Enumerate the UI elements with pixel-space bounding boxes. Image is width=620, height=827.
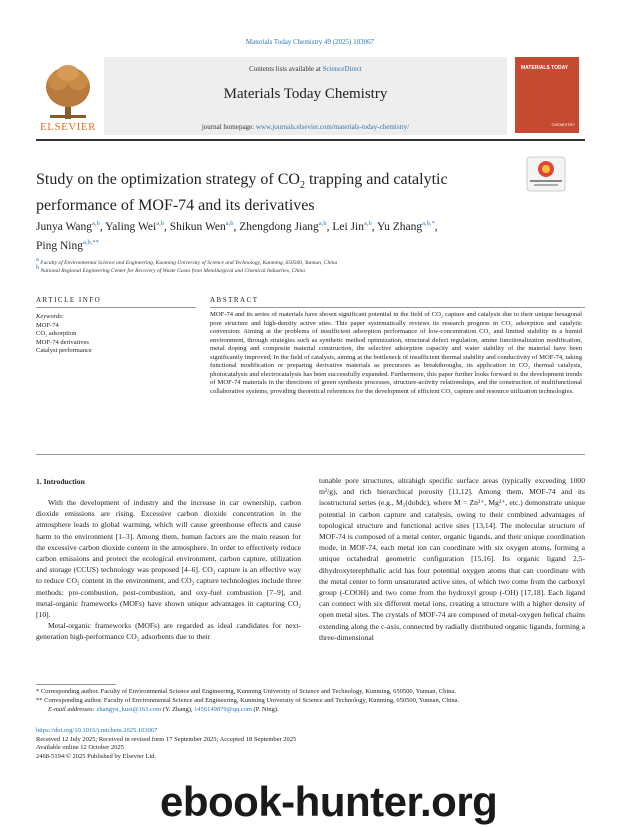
article-title xyxy=(36,170,496,216)
author-affiliation-mark[interactable]: a,b xyxy=(318,220,327,227)
doi-link[interactable]: https://doi.org/10.1016/j.mtchem.2025.103067 xyxy=(36,727,158,734)
journal-cover[interactable] xyxy=(515,57,579,133)
keyword-item: CO₂ adsorption xyxy=(36,330,77,337)
email-owner: (P. Ning). xyxy=(251,706,279,713)
paragraph: With the development of industry and the increase in car ownership, carbon dioxide emissions are rising. Excessive carbon dioxide concentration in the atmosphere leads to global warming, which will cause greenhouse effects and cause harm to the environment [1–3]. Among them, human factors are the main reason for the excessive carbon dioxide content in the atmosphere. In order to effectively reduce carbon emissions and protect the ecological environment, carbon capture, utilization and storage (CCUS) technology was proposed [4–6]. CO₂ capture is an effective way to reduce CO₂ content in the environment, and CO₂ capture technologies include three methods: pre-combustion, post-combustion, and oxy-fuel combustion [7–9], and metal-organic frameworks (MOFs) have shown unique advantages in capturing CO₂ [10]. xyxy=(36,498,301,620)
check-updates-icon xyxy=(526,156,566,192)
author-name[interactable]: Zhengdong Jiang xyxy=(239,220,319,233)
email-label: E-mail addresses: xyxy=(48,706,97,713)
author-separator: , xyxy=(163,220,170,233)
affiliation-b xyxy=(36,264,576,274)
author-name[interactable]: Yaling Wei xyxy=(105,220,157,233)
author-name[interactable]: Junya Wang xyxy=(36,220,93,233)
journal-reference[interactable]: Materials Today Chemistry 49 (2025) 103067 xyxy=(245,38,375,46)
received-dates: Received 12 July 2025; Received in revised form 17 September 2025; Accepted 18 September 2025 xyxy=(36,735,297,743)
author-name[interactable]: Shikun Wen xyxy=(169,220,226,233)
author-affiliation-mark[interactable]: a,b,** xyxy=(82,238,99,246)
homepage-link[interactable]: www.journals.elsevier.com/materials-today-chemistry/ xyxy=(255,123,410,131)
contents-prefix: Contents lists available at xyxy=(249,65,323,73)
author-separator: , xyxy=(434,220,438,233)
journal-title: Materials Today Chemistry xyxy=(223,86,388,102)
right-column xyxy=(319,475,585,643)
title-subscript: 2 xyxy=(299,180,305,192)
affiliation-text: National Regional Engineering Center for Recovery of Waste Gases from Metallurgical and Chemical Industries, China xyxy=(39,267,306,274)
homepage-prefix: journal homepage: xyxy=(201,123,256,131)
contents-line xyxy=(104,65,507,73)
keyword-item: MOF-74 xyxy=(36,321,59,329)
author-list xyxy=(36,216,556,254)
footnote-corresponding-1: * Corresponding author. Faculty of Environmental Science and Engineering, Kunming University of Science and Technology, Kunming, 650500, Yunnan, China. xyxy=(36,688,456,695)
email-owner: (Y. Zhang), xyxy=(161,706,195,713)
watermark-text: ebook-hunter.org xyxy=(160,778,498,825)
paragraph: Metal-organic frameworks (MOFs) are regarded as ideal candidates for next-generation high-performance CO₂ adsorbents due to their xyxy=(36,621,301,642)
article-dates xyxy=(36,727,436,761)
left-column xyxy=(36,497,301,643)
abstract-heading: ABSTRACT xyxy=(210,296,259,304)
keyword-item: MOF-74 derivatives xyxy=(36,338,89,346)
article-info-heading: ARTICLE INFO xyxy=(36,296,102,304)
footnote-corresponding-2: ** Corresponding author. Faculty of Environmental Science and Engineering, Kunming University of Science and Technology, Kunming, 650500, Yunnan, China. xyxy=(36,697,460,704)
author-affiliation-mark[interactable]: a,b xyxy=(363,220,372,227)
elsevier-logo[interactable] xyxy=(36,57,100,135)
keyword-item: Catalyst performance xyxy=(36,347,92,354)
author-name[interactable]: Ping Ning xyxy=(36,239,83,252)
author-affiliation-mark[interactable]: a,b xyxy=(92,220,100,227)
section-heading: 1. Introduction xyxy=(36,477,85,486)
email-link-zhang[interactable]: zhangyu_kust@163.com xyxy=(96,706,162,713)
author-separator: , xyxy=(326,220,333,233)
affiliation-mark: a xyxy=(36,256,39,263)
abstract-text: MOF-74 and its series of materials have shown significant potential in the field of CO₂ capture and catalysis due to their unique hexagonal pore structure and high-density active sites. This paper systematically reviews its research progress in CO₂ adsorption and catalytic conversion: Aiming at the problems of insufficient adsorption performance of low-concentration CO₂ and limited stability in a humid environment, through strategies such as synthetic method optimization, structural defect regulation, amine functionalization modification, metal doping and composite material construction, the selective adsorption capacity and water stability of the material have been significantly improved; In the field of catalysis, aiming at the bottleneck of insufficient thermal stability and conductivity of MOF-74, taking functional modification or preparing derivative materials as precursors as breakthroughs, its application in CO₂ thermal catalysis, photocatalysis and electrocatalysis has been successfully expanded. Furthermore, this paper further looks forward to the development trends of MOF-74 materials in the directions of green synthesis processes, structure-activity relationships, and the construction of multifunctional collaborative systems, providing theoretical references for the development of efficient CO₂ capture and resource utilization technologies. xyxy=(210,311,582,395)
abstract-rule xyxy=(210,307,585,308)
header-rule xyxy=(36,139,585,141)
homepage-line xyxy=(104,123,507,131)
abstract-bottom-rule xyxy=(36,454,585,455)
author-separator: , xyxy=(371,220,378,233)
title-text: Study on the optimization strategy of CO xyxy=(36,171,300,188)
email-link-ning[interactable]: 1456149879@qq.com xyxy=(194,706,252,713)
author-affiliation-mark[interactable]: a,b xyxy=(225,220,234,227)
email-line xyxy=(48,706,597,715)
online-date: Available online 12 October 2025 xyxy=(36,744,124,752)
keywords-label: Keywords: xyxy=(36,313,64,320)
author-separator: , xyxy=(99,220,106,233)
title-line2: performance of MOF-74 and its derivatives xyxy=(36,197,315,215)
keywords-block xyxy=(36,313,176,356)
cover-title: MATERIALS TODAY xyxy=(521,65,569,71)
sciencedirect-link[interactable]: ScienceDirect xyxy=(322,65,362,73)
author-separator: , xyxy=(233,220,240,233)
affiliation-text: Faculty of Environmental Science and Engineering, Kunming University of Science and Technology, Kunming, 650500, Yunnan, China xyxy=(38,259,338,266)
publisher-logo-text: ELSEVIER xyxy=(40,121,96,133)
cover-subtitle: CHEMISTRY xyxy=(551,122,575,127)
author-affiliation-mark[interactable]: a,b xyxy=(156,220,164,227)
footnote-rule xyxy=(36,684,116,685)
author-affiliation-mark[interactable]: a,b,* xyxy=(422,220,435,227)
author-name[interactable]: Lei Jin xyxy=(332,220,364,233)
affiliation-mark: b xyxy=(36,264,40,271)
info-rule xyxy=(36,307,196,308)
copyright: 2468-5194/© 2025 Published by Elsevier Ltd. xyxy=(36,752,157,760)
check-for-updates-button[interactable] xyxy=(526,156,566,192)
paragraph: tunable pore structures, ultrahigh specific surface areas (typically exceeding 1000 m²/g), and rich hierarchical porosity [11,12]. Among them, MOF-74 and its isostructural series (e.g., M₂(dobdc), where M = Zn²⁺, Mg²⁺, etc.) demonstrate unique potential in carbon capture and catalysis, owing to their combined advantages of topological structure and functional active sites [13,14]. The molecular structure of MOF-74 is composed of a metal center, organic ligands, and their unique coordination mode, in MOF-74, each metal ion can coordinate with six oxygen atoms, forming a unique octahedral geometric configuration [15,16]. Its organic ligand 2,5-dihydroxyterephthalic acid has four potential oxygen atoms that can coordinate with the metal center to form unsaturated active sites, of which two come from the carboxyl group (-COOH) and two come from the hydroxyl group (-OH) [17,18]. Each ligand can connect with six different metal ions, creating a structure with a higher density of open metal sites. The crystals of MOF-74 are composed of metal-oxygen helical chains extending along the c-axis, connected by radially distributed organic ligands, forming a three-dimensional xyxy=(319,476,585,642)
author-name[interactable]: Yu Zhang xyxy=(377,220,423,233)
title-text-cont: trapping and catalytic xyxy=(304,171,448,188)
